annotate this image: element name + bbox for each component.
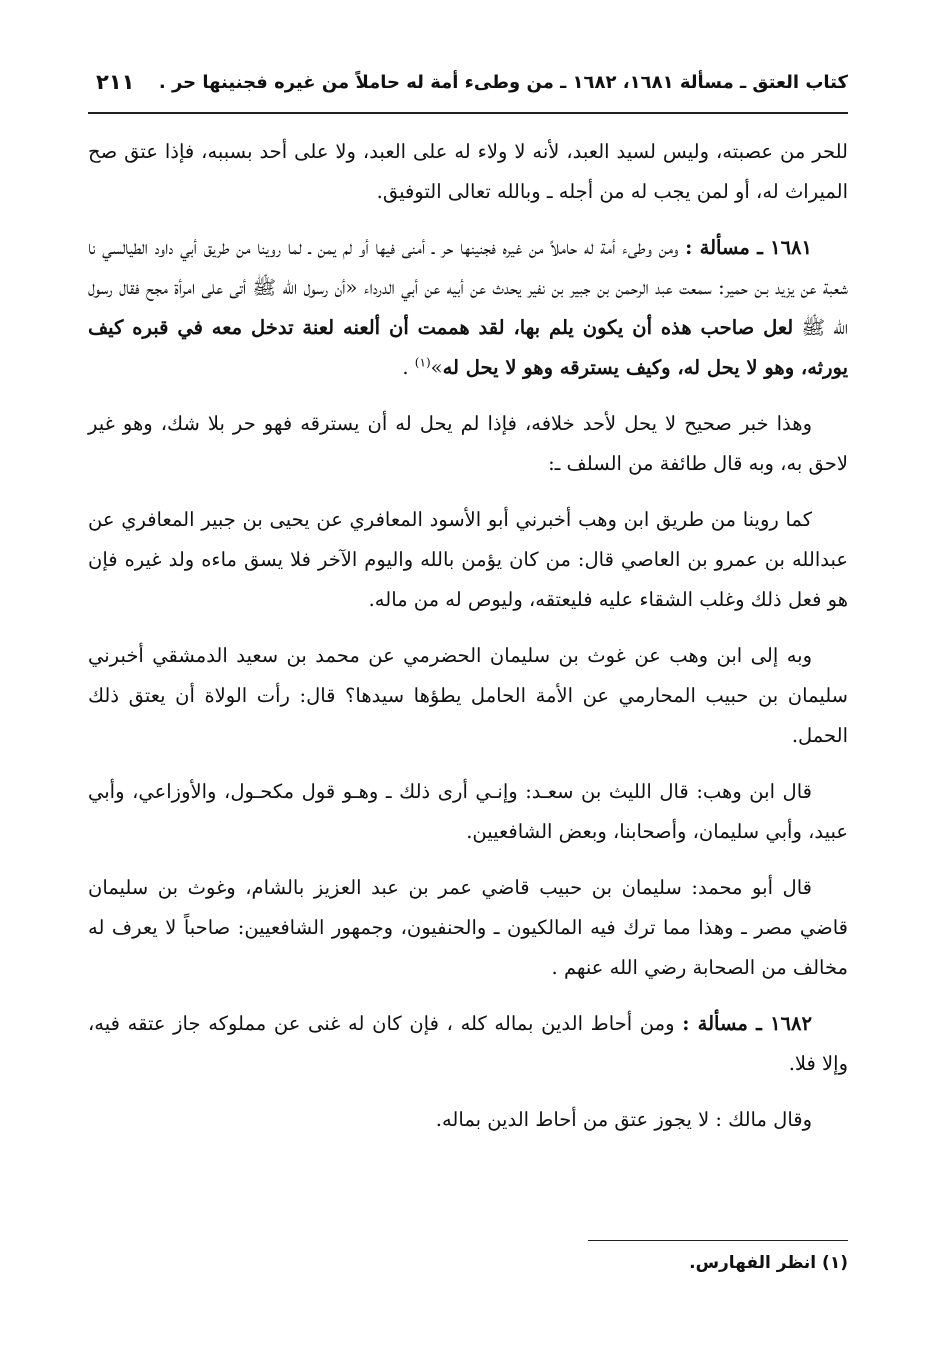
page-number: ٢١١ <box>96 70 135 94</box>
paragraph-text: للحر من عصبته، وليس لسيد العبد، لأنه لا ولاء له على العبد، ولا على أحد بسببه، فإذا عتق صح الميراث له، أو لمن يجب له من أجله ـ وبالله تعالى التوفيق. <box>88 140 848 203</box>
page-body <box>88 132 848 1140</box>
paragraph-text: وقال مالك : لا يجوز عتق من أحاط الدين بماله. <box>435 1108 812 1131</box>
paragraph-3 <box>88 404 848 484</box>
paragraph-text: قال أبو محمد: سليمان بن حبيب قاضي عمر بن عبد العزيز بالشام، وغوث بن سليمان قاضي مصر ـ وهذا مما ترك فيه المالكيون ـ والحنفيون، وجمهور الشافعيين: صاحباً لا يعرف له مخالف من الصحابة رضي الله عنهم . <box>88 876 848 979</box>
paragraph-4 <box>88 500 848 620</box>
paragraph-end: . <box>402 356 415 379</box>
footnote-divider <box>588 1240 848 1241</box>
issue-heading: ١٦٨٢ ـ مسألة : <box>682 1012 812 1035</box>
header-title: كتاب العتق ـ مسألة ١٦٨١، ١٦٨٢ ـ من وطىء أمة له حاملاً من غيره فجنينها حر . <box>158 72 848 93</box>
paragraph-text: وبه إلى ابن وهب عن غوث بن سليمان الحضرمي عن محمد بن سعيد الدمشقي أخبرني سليمان بن حبيب المحارمي عن الأمة الحامل يطؤها سيدها؟ قال: رأت الولاة أن يعتق ذلك الحمل. <box>88 644 848 747</box>
paragraph-text: قال ابن وهب: قال الليث بن سعـد: وإنـي أرى ذلك ـ وهـو قول مكحـول، والأوزاعي، وأبي عبيد، وأبي سليمان، وأصحابنا، وبعض الشافعيين. <box>88 780 848 843</box>
footnote-mark: (١) <box>414 355 431 370</box>
paragraph-9 <box>88 1100 848 1140</box>
paragraph-issue-1682 <box>88 1004 848 1084</box>
running-header <box>88 60 848 114</box>
paragraph-issue-1681 <box>88 228 848 388</box>
hadith-quote: لعل صاحب هذه أن يكون يلم بها، لقد هممت أن ألعنه لعنة تدخل معه في قبره كيف يورثه، وهو لا يحل له، وكيف يسترقه وهو لا يحل له <box>88 316 848 379</box>
paragraph-text: ومن وطىء أمة له حاملاً من غيره فجنينها حر ـ أمنى فيها أو لم يمن ـ لما روينا من طريق أبي داود الطيالسي نا شعبة عن يزيد بـن حمير: سمعت عبد الرحمن بن جبير بن نفير يحدث عن أبيه عن أبي الدرداء «أن رسول الله ﷺ أتى على امرأة مجح فقال رسول الله ﷺ <box>88 236 848 339</box>
paragraph-5 <box>88 636 848 756</box>
paragraph-text: ومن أحاط الدين بماله كله ، فإن كان له غنى عن مملوكه جاز عتقه فيه، وإلا فلا. <box>88 1012 848 1075</box>
book-page <box>88 60 848 1273</box>
issue-heading: ١٦٨١ ـ مسألة : <box>685 236 812 259</box>
paragraph-text: وهذا خبر صحيح لا يحل لأحد خلافه، فإذا لم يحل له أن يسترقه فهو حر بلا شك، وهو غير لاحق به، وبه قال طائفة من السلف ـ: <box>88 412 848 475</box>
paragraph-6 <box>88 772 848 852</box>
paragraph-1 <box>88 132 848 212</box>
footnote: (١) انظر الفهارس. <box>689 1253 848 1273</box>
paragraph-7 <box>88 868 848 988</box>
quote-close: » <box>430 356 443 379</box>
paragraph-text: كما روينا من طريق ابن وهب أخبرني أبو الأسود المعافري عن يحيى بن جبير المعافري عن عبدالله بن عمرو بن العاصي قال: من كان يؤمن بالله واليوم الآخر فلا يسق ماءه ولد غيره فإن هو فعل ذلك وغلب الشقاء عليه فليعتقه، وليوص له من ماله. <box>88 508 848 611</box>
